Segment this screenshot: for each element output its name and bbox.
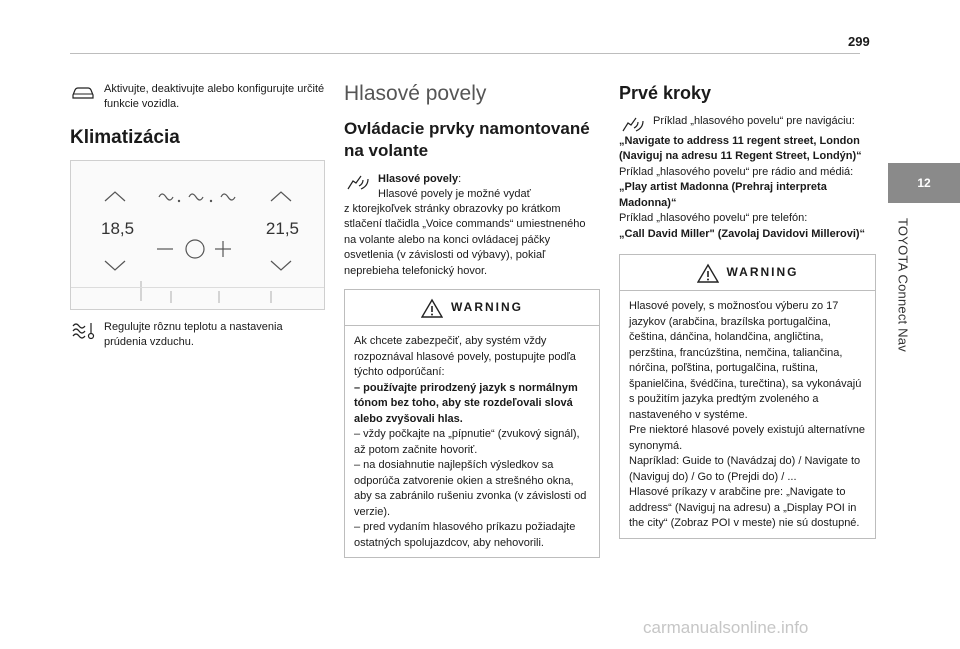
voice-command-label: Hlasové povely: [378, 172, 459, 185]
climate-heading: Klimatizácia: [70, 127, 180, 148]
nav-example-intro: Príklad „hlasového povelu“ pre navigáciu:: [653, 114, 855, 127]
voice-command-icon: [619, 114, 645, 134]
voice-commands-title: Hlasové povely: [344, 82, 487, 105]
column-climate: [70, 82, 325, 350]
column-first-steps: [619, 82, 876, 539]
steering-controls-heading: Ovládacie prvky namontované na volante: [344, 118, 590, 160]
warning-arabic: Hlasové príkazy v arabčine pre: „Navigate to address“ (Naviguj na adresu) a „Display POI in the city“ (Zobraz POI v meste) nie sú dostupné.: [629, 486, 860, 529]
temp-left[interactable]: 18,5: [101, 218, 135, 238]
warning-header: [345, 290, 599, 326]
voice-command-text-2: z ktorejkoľvek stránky obrazovky po krátkom stlačení tlačidla „Voice commands“ umiestneného na volante alebo na konci ovládacej páčky osvetlenia (v závislosti od výbavy), pokiaľ neprebieha telefonický hovor.: [344, 202, 586, 277]
climate-control-panel: [70, 160, 325, 310]
media-example-command: „Play artist Madonna (Prehraj interpreta Madonna)“: [619, 181, 827, 209]
fan-temperature-icon: [70, 320, 96, 340]
warning-example: Napríklad: Guide to (Navádzaj do) / Navigate to (Naviguj do) / Go to (Prejdi do) / ...: [629, 455, 861, 483]
panel-divider: [71, 287, 324, 288]
warning-languages: Hlasové povely, s možnosťou výberu zo 17 jazykov (arabčina, brazílska portugalčina, čeština, dánčina, holandčina, angličtina, perzština, francúzština, nemčina, taliančina, nórčina, poľština, portugalčina, ruština, španielčina, švédčina, turečtina), sa vykonávajú s použitím jazyka predtým zvoleného a nastaveného v systéme.: [629, 300, 862, 421]
warning-box-voice: [344, 289, 600, 558]
warning-icon: [697, 263, 719, 283]
media-example-intro: Príklad „hlasového povelu“ pre rádio and médiá:: [619, 165, 854, 178]
page-number: 299: [848, 34, 870, 49]
vehicle-settings-row: [70, 82, 325, 112]
voice-command-row: [344, 172, 600, 202]
voice-command-text-1: Hlasové povely je možné vydať: [378, 187, 531, 200]
warning-bullet-3: – na dosiahnutie najlepších výsledkov sa odporúča zatvorenie okien a strešného okna, aby sa zabránilo rušeniu zvonka (v závislosti od verzie).: [354, 459, 587, 518]
first-steps-title: Prvé kroky: [619, 83, 712, 103]
warning-intro: Ak chcete zabezpečiť, aby systém vždy rozpoznával hlasové povely, postupujte podľa týchto odporúčaní:: [354, 335, 576, 378]
nav-example-command: „Navigate to address 11 regent street, London (Naviguj na adresu 11 Regent Street, Londýn)“: [619, 134, 862, 162]
warning-body: [345, 326, 599, 557]
car-icon: [70, 82, 96, 102]
column-voice-commands: [344, 82, 600, 558]
vehicle-settings-text: Aktivujte, deaktivujte alebo konfigurujte určité funkcie vozidla.: [104, 83, 325, 110]
nav-example-row: [619, 114, 876, 134]
warning-synonyms: Pre niektoré hlasové povely existujú alternatívne synonymá.: [629, 424, 866, 452]
warning-box-languages: [619, 254, 876, 539]
warning-bullet-4: – pred vydaním hlasového príkazu požiadajte ostatných spolujazdcov, aby nehovorili.: [354, 521, 576, 549]
warning-label: WARNING: [451, 299, 523, 314]
chapter-tab[interactable]: 12: [888, 163, 960, 203]
warning-bullet-2: – vždy počkajte na „pípnutie“ (zvukový signál), až potom začnite hovoriť.: [354, 428, 580, 456]
temp-right[interactable]: 21,5: [265, 218, 299, 238]
phone-example-intro: Príklad „hlasového povelu“ pre telefón:: [619, 212, 808, 224]
watermark: carmanualsonline.info: [643, 618, 809, 637]
warning-header: [620, 255, 875, 291]
climate-caption: Regulujte rôznu teplotu a nastavenia prúdenia vzduchu.: [104, 320, 283, 348]
header-rule: [70, 53, 860, 54]
warning-label: WARNING: [726, 264, 799, 279]
warning-body: [620, 291, 875, 538]
chapter-title: [891, 218, 915, 458]
chapter-title-text: TOYOTA Connect Nav: [895, 218, 911, 352]
phone-example-command: „Call David Miller" (Zavolaj Davidovi Millerovi)“: [619, 227, 866, 240]
climate-caption-row: [70, 320, 325, 350]
warning-bullet-1: – používajte prirodzený jazyk s normálnym tónom bez toho, aby ste rozdeľovali slová alebo zvyšovali hlas.: [354, 381, 578, 425]
warning-icon: [421, 298, 443, 318]
voice-command-icon: [344, 172, 370, 192]
voice-command-line: Hlasové povely: Hlasové povely je možné vydať: [378, 172, 531, 200]
